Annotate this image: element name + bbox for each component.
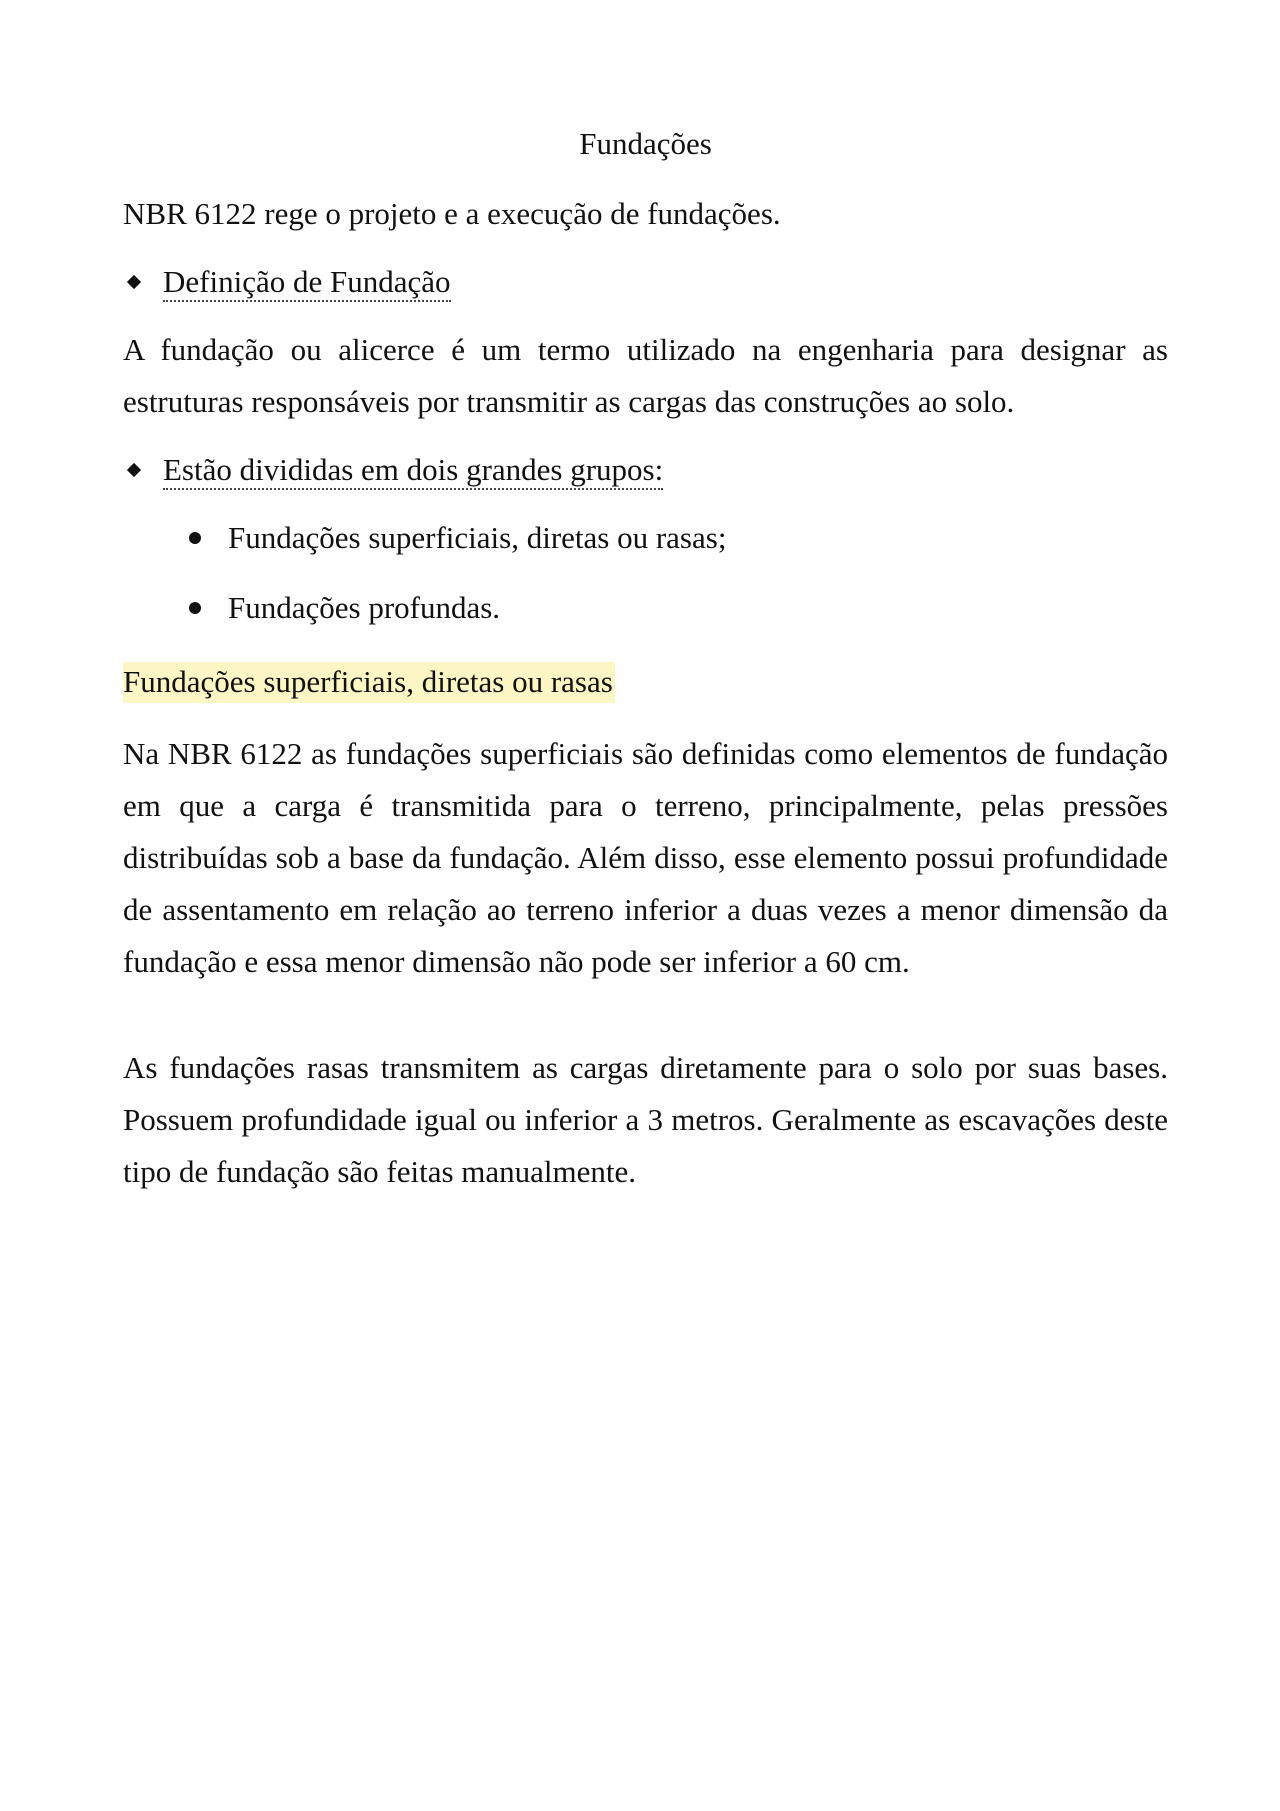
section-heading-row: [123, 656, 1168, 708]
round-bullet-icon: [189, 532, 201, 544]
definition-paragraph: A fundação ou alicerce é um termo utilizado na engenharia para designar as estruturas responsáveis por transmitir as cargas das construções ao solo.: [123, 332, 1168, 419]
bullet-groups: [123, 444, 1168, 496]
groups-list: [123, 512, 1168, 634]
diamond-bullet-icon: [127, 275, 141, 289]
document-title: Fundações: [579, 126, 712, 161]
document-content: [123, 118, 1168, 1198]
diamond-bullet-icon: [127, 463, 141, 477]
intro-paragraph: NBR 6122 rege o projeto e a execução de fundações.: [123, 196, 781, 231]
bullet-groups-text: Estão divididas em dois grandes grupos:: [163, 452, 663, 490]
section-paragraph-2: As fundações rasas transmitem as cargas diretamente para o solo por suas bases. Possuem profundidade igual ou inferior a 3 metros. Geralmente as escavações deste tipo de fundação são feitas manualmente.: [123, 1050, 1168, 1189]
paragraph-spacer: [123, 988, 1168, 1042]
list-item: [123, 512, 1168, 564]
list-item-text: Fundações superficiais, diretas ou rasas;: [228, 520, 727, 555]
section-heading: Fundações superficiais, diretas ou rasas: [123, 662, 615, 703]
bullet-definition-text: Definição de Fundação: [163, 264, 451, 302]
round-bullet-icon: [189, 602, 201, 614]
list-item-text: Fundações profundas.: [228, 590, 501, 625]
list-item: [123, 582, 1168, 634]
section-paragraph-1: Na NBR 6122 as fundações superficiais são definidas como elementos de fundação em que a carga é transmitida para o terreno, principalmente, pelas pressões distribuídas sob a base da fundação. Além disso, esse elemento possui profundidade de assentamento em relação ao terreno inferior a duas vezes a menor dimensão da fundação e essa menor dimensão não pode ser inferior a 60 cm.: [123, 736, 1168, 979]
bullet-definition: [123, 256, 1168, 308]
